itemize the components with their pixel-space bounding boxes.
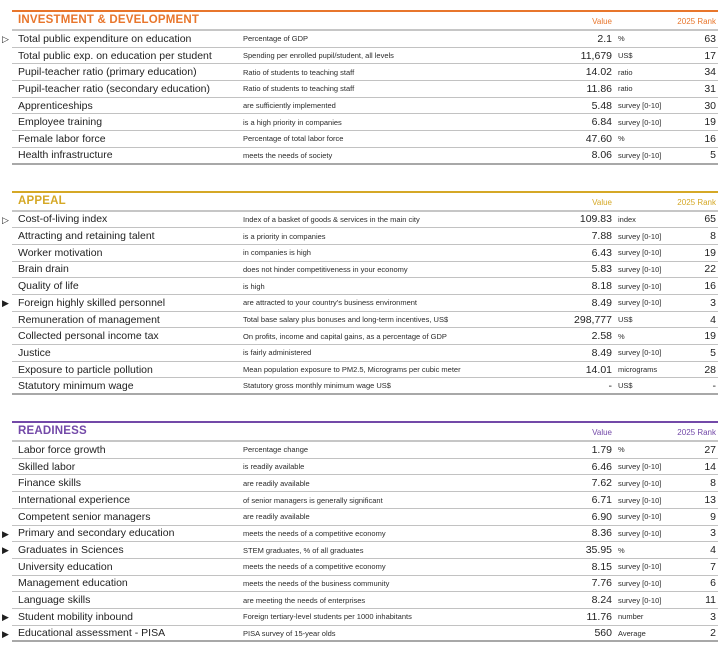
indicator-row <box>2 212 718 229</box>
indicator-rank: 3 <box>710 610 716 623</box>
indicator-rank: 65 <box>704 213 716 226</box>
indicator-rank: 30 <box>704 99 716 112</box>
section-rows <box>2 442 718 642</box>
indicator-description: Mean population exposure to PM2.5, Micrograms per cubic meter <box>243 365 461 375</box>
indicator-name: Employee training <box>18 116 103 129</box>
indicator-rank: 3 <box>710 527 716 540</box>
indicator-rank: - <box>712 379 716 392</box>
triangle-marker-icon <box>2 245 12 262</box>
indicator-row <box>2 592 718 609</box>
indicator-name: Pupil-teacher ratio (secondary education) <box>18 82 211 95</box>
indicator-value: 11.76 <box>586 610 612 623</box>
indicator-name: Collected personal income tax <box>18 330 159 343</box>
indicator-rank: 14 <box>704 460 716 473</box>
indicator-description: does not hinder competitiveness in your economy <box>243 264 408 274</box>
indicator-name: Primary and secondary education <box>18 527 175 540</box>
section-title: READINESS <box>18 425 87 438</box>
indicator-description: Foreign tertiary-level students per 1000 inhabitants <box>243 612 412 622</box>
indicator-name: Justice <box>18 346 51 359</box>
indicator-row <box>2 328 718 345</box>
indicator-unit: survey [0-10] <box>618 578 662 588</box>
indicator-unit: survey [0-10] <box>618 562 662 572</box>
indicator-value: 7.88 <box>591 230 612 243</box>
indicator-row <box>2 459 718 476</box>
indicator-value: 1.79 <box>591 443 612 456</box>
indicator-description: meets the needs of the business community <box>243 578 390 588</box>
indicator-value: 7.62 <box>591 477 612 490</box>
indicator-description: meets the needs of society <box>243 150 333 160</box>
triangle-marker-icon <box>2 492 12 509</box>
indicator-value: 35.95 <box>585 544 612 557</box>
indicator-rank: 11 <box>705 594 716 607</box>
indicator-unit: % <box>618 134 625 144</box>
indicator-unit: ratio <box>618 67 633 77</box>
triangle-marker-icon <box>2 131 12 148</box>
indicator-row <box>2 262 718 279</box>
indicator-row <box>2 295 718 312</box>
value-column-header: Value <box>592 17 612 26</box>
indicator-value: 6.90 <box>591 510 612 523</box>
indicator-row <box>2 626 718 643</box>
indicator-rank: 63 <box>704 32 716 45</box>
indicator-description: Spending per enrolled pupil/student, all levels <box>243 51 394 61</box>
indicator-rank: 7 <box>710 560 716 573</box>
triangle-marker-icon <box>2 81 12 98</box>
indicator-description: are meeting the needs of enterprises <box>243 595 366 605</box>
indicator-name: Health infrastructure <box>18 149 113 162</box>
triangle-marker-icon <box>2 459 12 476</box>
indicator-value: 47.60 <box>585 132 612 145</box>
section-header <box>12 10 718 31</box>
indicator-name: Total public exp. on education per student <box>18 49 212 62</box>
indicator-rank: 16 <box>704 280 716 293</box>
indicator-name: Remuneration of management <box>18 313 160 326</box>
indicator-row <box>2 131 718 148</box>
indicator-row <box>2 559 718 576</box>
indicator-description: meets the needs of a competitive economy <box>243 562 386 572</box>
rank-column-header: 2025 Rank <box>677 17 716 26</box>
indicator-value: 6.71 <box>591 494 612 507</box>
indicator-unit: survey [0-10] <box>618 512 662 522</box>
indicator-name: Female labor force <box>18 132 106 145</box>
indicator-name: Brain drain <box>18 263 69 276</box>
indicator-unit: survey [0-10] <box>618 298 662 308</box>
triangle-marker-icon <box>2 312 12 329</box>
triangle-marker-icon <box>2 278 12 295</box>
indicator-value: 8.49 <box>591 346 612 359</box>
indicator-value: 8.24 <box>591 594 612 607</box>
indicator-unit: survey [0-10] <box>618 528 662 538</box>
indicator-description: in companies is high <box>243 248 311 258</box>
indicator-value: 8.15 <box>591 560 612 573</box>
indicator-name: Quality of life <box>18 280 79 293</box>
indicator-row <box>2 31 718 48</box>
triangle-marker-icon <box>2 262 12 279</box>
triangle-marker-icon <box>2 475 12 492</box>
indicator-unit: survey [0-10] <box>618 101 662 111</box>
indicator-name: Management education <box>18 577 128 590</box>
indicator-description: Percentage of GDP <box>243 34 309 44</box>
indicator-row <box>2 148 718 165</box>
marker-gutter <box>2 191 12 212</box>
indicator-rank: 27 <box>704 443 716 456</box>
indicator-description: On profits, income and capital gains, as a percentage of GDP <box>243 331 447 341</box>
indicator-rank: 9 <box>710 510 716 523</box>
indicator-row <box>2 64 718 81</box>
indicator-row <box>2 542 718 559</box>
indicator-description: of senior managers is generally significant <box>243 495 383 505</box>
indicator-unit: % <box>618 545 625 555</box>
indicator-value: 7.76 <box>591 577 612 590</box>
triangle-marker-icon <box>2 576 12 593</box>
indicator-rank: 19 <box>704 246 716 259</box>
triangle-marker-icon <box>2 114 12 131</box>
indicator-value: 11,679 <box>580 49 612 62</box>
indicator-description: is a priority in companies <box>243 231 326 241</box>
indicator-row <box>2 312 718 329</box>
indicator-unit: index <box>618 214 636 224</box>
indicator-description: are sufficiently implemented <box>243 101 336 111</box>
triangle-marker-icon <box>2 48 12 65</box>
triangle-marker-icon <box>2 592 12 609</box>
indicator-row <box>2 475 718 492</box>
indicator-row <box>2 228 718 245</box>
indicator-name: Pupil-teacher ratio (primary education) <box>18 66 197 79</box>
indicator-value: 2.1 <box>597 32 612 45</box>
indicator-value: 5.48 <box>591 99 612 112</box>
triangle-marker-icon <box>2 362 12 379</box>
indicator-row <box>2 492 718 509</box>
indicator-description: STEM graduates, % of all graduates <box>243 545 364 555</box>
indicator-description: are attracted to your country's business environment <box>243 298 418 308</box>
indicator-value: 8.49 <box>591 296 612 309</box>
indicator-name: International experience <box>18 494 131 507</box>
competitiveness-report <box>2 10 718 642</box>
indicator-value: 6.43 <box>591 246 612 259</box>
indicator-value: 6.46 <box>591 460 612 473</box>
indicator-value: 8.18 <box>591 280 612 293</box>
indicator-name: Total public expenditure on education <box>18 32 192 45</box>
triangle-marker-icon: ▷ <box>2 34 9 44</box>
indicator-row <box>2 245 718 262</box>
indicator-unit: % <box>618 331 625 341</box>
indicator-name: Language skills <box>18 594 91 607</box>
indicator-unit: survey [0-10] <box>618 495 662 505</box>
indicator-name: Labor force growth <box>18 443 106 456</box>
indicator-unit: survey [0-10] <box>618 281 662 291</box>
section-title: INVESTMENT & DEVELOPMENT <box>18 14 200 26</box>
indicator-row <box>2 98 718 115</box>
indicator-name: Student mobility inbound <box>18 610 133 623</box>
indicator-description: Percentage of total labor force <box>243 134 344 144</box>
indicator-value: 11.86 <box>586 82 612 95</box>
indicator-description: Percentage change <box>243 445 309 455</box>
report-section <box>2 191 718 396</box>
indicator-row <box>2 48 718 65</box>
indicator-rank: 22 <box>704 263 716 276</box>
indicator-value: 560 <box>594 627 612 640</box>
indicator-description: PISA survey of 15-year olds <box>243 628 336 638</box>
indicator-unit: survey [0-10] <box>618 264 662 274</box>
indicator-unit: survey [0-10] <box>618 150 662 160</box>
indicator-description: Ratio of students to teaching staff <box>243 84 355 94</box>
indicator-rank: 13 <box>704 494 716 507</box>
triangle-marker-icon: ▶ <box>2 612 9 623</box>
indicator-name: University education <box>18 560 113 573</box>
indicator-rank: 28 <box>704 363 716 376</box>
indicator-description: Index of a basket of goods & services in the main city <box>243 214 420 224</box>
indicator-rank: 16 <box>704 132 716 145</box>
indicator-unit: survey [0-10] <box>618 595 662 605</box>
indicator-unit: micrograms <box>618 365 658 375</box>
triangle-marker-icon <box>2 98 12 115</box>
indicator-unit: survey [0-10] <box>618 348 662 358</box>
indicator-unit: survey [0-10] <box>618 117 662 127</box>
indicator-description: Ratio of students to teaching staff <box>243 67 355 77</box>
indicator-description: is high <box>243 281 265 291</box>
triangle-marker-icon <box>2 328 12 345</box>
indicator-name: Foreign highly skilled personnel <box>18 296 166 309</box>
indicator-rank: 2 <box>710 627 716 640</box>
indicator-description: meets the needs of a competitive economy <box>243 528 386 538</box>
triangle-marker-icon: ▷ <box>2 214 9 225</box>
indicator-rank: 19 <box>704 330 716 343</box>
indicator-name: Skilled labor <box>18 460 76 473</box>
triangle-marker-icon: ▶ <box>2 545 9 556</box>
indicator-rank: 6 <box>710 577 716 590</box>
indicator-unit: survey [0-10] <box>618 462 662 472</box>
indicator-unit: US$ <box>618 51 633 61</box>
indicator-rank: 19 <box>704 116 716 129</box>
indicator-unit: % <box>618 34 625 44</box>
indicator-row <box>2 378 718 395</box>
indicator-description: is a high priority in companies <box>243 117 342 127</box>
indicator-row <box>2 609 718 626</box>
indicator-row <box>2 362 718 379</box>
indicator-value: 6.84 <box>591 116 612 129</box>
indicator-name: Competent senior managers <box>18 510 151 523</box>
indicator-name: Exposure to particle pollution <box>18 363 153 376</box>
indicator-rank: 17 <box>704 49 716 62</box>
triangle-marker-icon: ▶ <box>2 297 9 308</box>
indicator-value: - <box>608 379 612 392</box>
rank-column-header: 2025 Rank <box>677 197 716 207</box>
indicator-row <box>2 81 718 98</box>
indicator-unit: % <box>618 445 625 455</box>
indicator-rank: 34 <box>704 66 716 79</box>
indicator-value: 14.01 <box>585 363 612 376</box>
indicator-rank: 8 <box>710 477 716 490</box>
indicator-rank: 3 <box>710 296 716 309</box>
indicator-description: is readily available <box>243 462 305 472</box>
indicator-row <box>2 442 718 459</box>
triangle-marker-icon <box>2 442 12 459</box>
indicator-rank: 5 <box>710 149 716 162</box>
indicator-rank: 8 <box>710 230 716 243</box>
rank-column-header: 2025 Rank <box>677 428 716 438</box>
report-section <box>2 10 718 165</box>
triangle-marker-icon <box>2 148 12 165</box>
indicator-row <box>2 509 718 526</box>
value-column-header: Value <box>592 197 612 207</box>
indicator-value: 14.02 <box>585 66 612 79</box>
section-rows <box>2 31 718 165</box>
indicator-value: 2.58 <box>591 330 612 343</box>
indicator-row <box>2 526 718 543</box>
indicator-unit: number <box>618 612 644 622</box>
indicator-unit: survey [0-10] <box>618 231 662 241</box>
indicator-value: 8.06 <box>591 149 612 162</box>
triangle-marker-icon <box>2 64 12 81</box>
indicator-row <box>2 576 718 593</box>
indicator-unit: US$ <box>618 315 633 325</box>
indicator-name: Statutory minimum wage <box>18 379 134 392</box>
indicator-name: Attracting and retaining talent <box>18 230 155 243</box>
marker-gutter <box>2 10 12 31</box>
indicator-description: is fairly administered <box>243 348 312 358</box>
indicator-row <box>2 345 718 362</box>
indicator-unit: survey [0-10] <box>618 248 662 258</box>
indicator-value: 298,777 <box>574 313 612 326</box>
value-column-header: Value <box>592 428 612 438</box>
triangle-marker-icon <box>2 559 12 576</box>
report-section <box>2 421 718 642</box>
triangle-marker-icon: ▶ <box>2 628 9 639</box>
triangle-marker-icon <box>2 509 12 526</box>
triangle-marker-icon <box>2 228 12 245</box>
indicator-name: Worker motivation <box>18 246 103 259</box>
indicator-description: Statutory gross monthly minimum wage US$ <box>243 381 391 391</box>
indicator-unit: US$ <box>618 381 633 391</box>
section-rows <box>2 212 718 396</box>
indicator-row <box>2 114 718 131</box>
indicator-name: Finance skills <box>18 477 82 490</box>
triangle-marker-icon <box>2 345 12 362</box>
indicator-value: 8.36 <box>591 527 612 540</box>
indicator-value: 109.83 <box>579 213 612 226</box>
indicator-rank: 4 <box>710 313 716 326</box>
triangle-marker-icon <box>2 378 12 395</box>
section-header <box>12 421 718 442</box>
marker-gutter <box>2 421 12 442</box>
triangle-marker-icon: ▶ <box>2 528 9 539</box>
indicator-rank: 4 <box>710 544 716 557</box>
indicator-rank: 31 <box>704 82 716 95</box>
indicator-name: Graduates in Sciences <box>18 544 124 557</box>
indicator-row <box>2 278 718 295</box>
indicator-value: 5.83 <box>591 263 612 276</box>
indicator-unit: survey [0-10] <box>618 478 662 488</box>
indicator-unit: Average <box>618 628 646 638</box>
indicator-name: Apprenticeships <box>18 99 93 112</box>
indicator-name: Educational assessment - PISA <box>18 627 166 640</box>
indicator-description: are readily available <box>243 478 310 488</box>
indicator-description: are readily available <box>243 512 310 522</box>
indicator-unit: ratio <box>618 84 633 94</box>
indicator-description: Total base salary plus bonuses and long-term incentives, US$ <box>243 315 449 325</box>
indicator-rank: 5 <box>710 346 716 359</box>
indicator-name: Cost-of-living index <box>18 213 108 226</box>
section-title: APPEAL <box>18 194 66 207</box>
section-header <box>12 191 718 212</box>
